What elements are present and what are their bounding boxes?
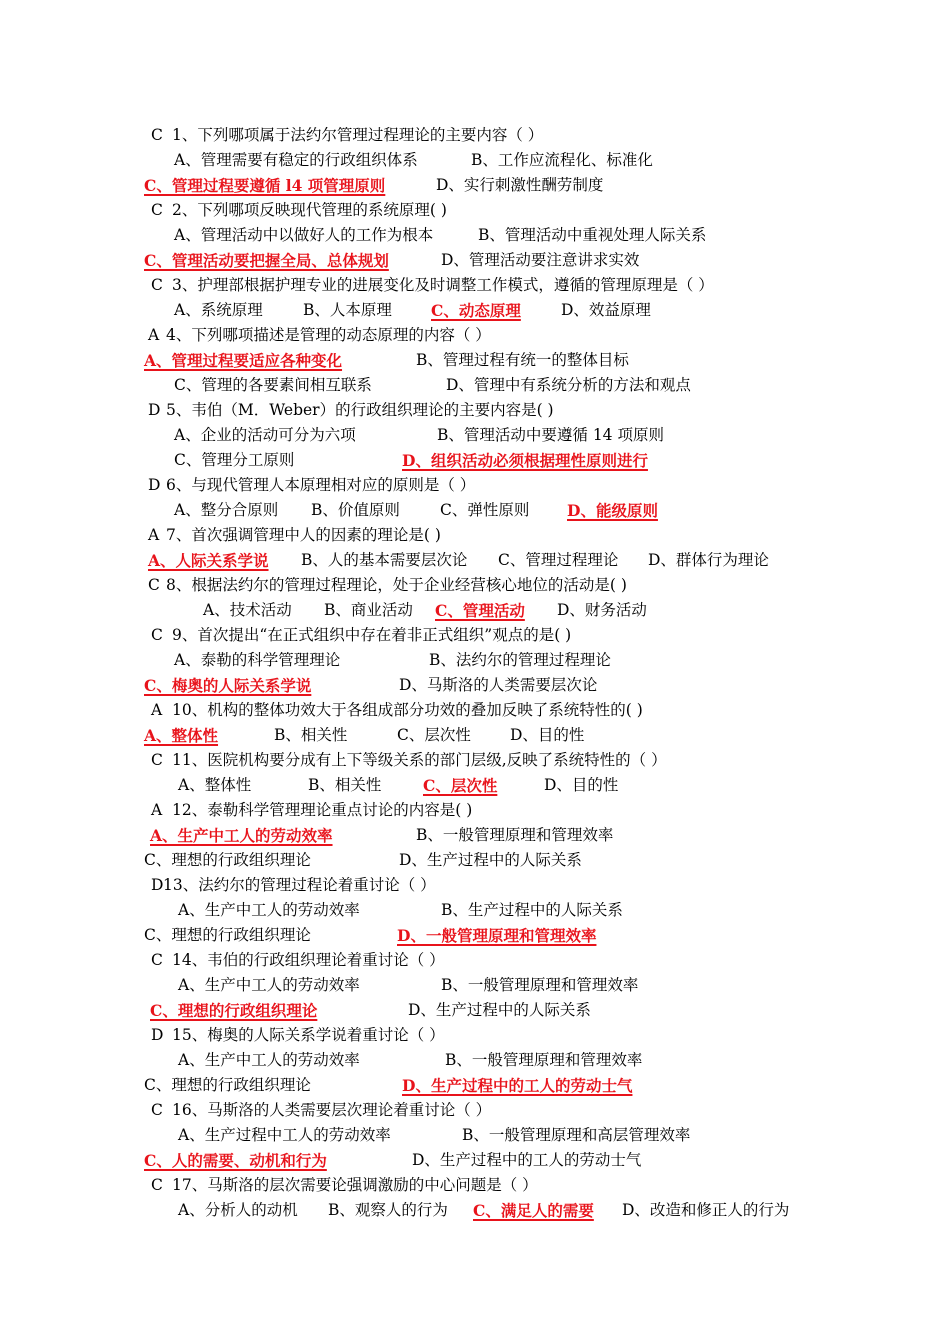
question-11 <box>0 748 950 773</box>
options-16-cd <box>0 1148 950 1173</box>
question-text: 9、首次提出“在正式组织中存在着非正式组织”观点的是( ) <box>172 626 572 644</box>
option-a: A、生产中工人的劳动效率 <box>178 976 360 994</box>
option-d: D、生产过程中的人际关系 <box>399 851 582 869</box>
answer-key: C <box>151 951 163 969</box>
answer-key: C <box>151 126 163 144</box>
answer-key: A <box>148 326 160 344</box>
option-d: D、群体行为理论 <box>648 551 769 569</box>
question-text: 14、韦伯的行政组织理论着重讨论（ ） <box>172 951 445 969</box>
option-c: C、理想的行政组织理论 <box>144 926 311 944</box>
option-a: A、生产过程中工人的劳动效率 <box>178 1126 391 1144</box>
option-d: D、管理活动要注意讲求实效 <box>441 251 640 269</box>
question-17 <box>0 1173 950 1198</box>
options-1-cd <box>0 173 950 198</box>
option-b: B、管理活动中要遵循 14 项原则 <box>437 426 664 444</box>
question-text: 15、梅奥的人际关系学说着重讨论（ ） <box>172 1026 445 1044</box>
answer-key: C <box>151 1101 163 1119</box>
question-7 <box>0 523 950 548</box>
question-text: 6、与现代管理人本原理相对应的原则是（ ） <box>166 476 476 494</box>
option-a: A、整体性 <box>178 776 252 794</box>
option-d: D、马斯洛的人类需要层次论 <box>399 676 598 694</box>
question-5 <box>0 398 950 423</box>
option-d: D、生产过程中的工人的劳动士气 <box>412 1151 642 1169</box>
options-15-ab <box>0 1048 950 1073</box>
answer-key: C <box>151 276 163 294</box>
option-c-correct: C、满足人的需要 <box>473 1201 594 1220</box>
question-text: 4、下列哪项描述是管理的动态原理的内容（ ） <box>166 326 491 344</box>
option-c-correct: C、人的需要、动机和行为 <box>144 1151 327 1170</box>
answer-key: C <box>151 1176 163 1194</box>
option-c: C、管理过程理论 <box>498 551 619 569</box>
options-17 <box>0 1198 950 1223</box>
option-a: A、技术活动 <box>203 601 292 619</box>
options-11 <box>0 773 950 798</box>
option-b: B、相关性 <box>274 726 348 744</box>
option-c-correct: C、管理过程要遵循 l4 项管理原则 <box>144 176 386 195</box>
question-16 <box>0 1098 950 1123</box>
options-14-ab <box>0 973 950 998</box>
question-10 <box>0 698 950 723</box>
option-d-correct: D、一般管理原理和管理效率 <box>397 926 597 945</box>
option-d: D、目的性 <box>544 776 619 794</box>
question-9 <box>0 623 950 648</box>
option-c: C、层次性 <box>397 726 471 744</box>
option-a: A、系统原理 <box>174 301 263 319</box>
question-2 <box>0 198 950 223</box>
option-a: A、企业的活动可分为六项 <box>174 426 356 444</box>
question-text: 11、医院机构要分成有上下等级关系的部门层级,反映了系统特性的（ ） <box>172 751 667 769</box>
option-b: B、一般管理原理和管理效率 <box>445 1051 643 1069</box>
answer-key: A <box>148 526 160 544</box>
question-text: 8、根据法约尔的管理过程理论，处于企业经营核心地位的活动是( ) <box>166 576 627 594</box>
option-d-correct: D、组织活动必须根据理性原则进行 <box>402 451 648 470</box>
option-c: C、管理的各要素间相互联系 <box>174 376 372 394</box>
option-b: B、管理过程有统一的整体目标 <box>416 351 629 369</box>
answer-key: C <box>148 576 160 594</box>
answer-key: D <box>148 476 161 494</box>
options-2-ab <box>0 223 950 248</box>
option-a: A、管理需要有稳定的行政组织体系 <box>174 151 418 169</box>
options-13-cd <box>0 923 950 948</box>
options-1-ab <box>0 148 950 173</box>
question-6 <box>0 473 950 498</box>
option-c-correct: C、层次性 <box>423 776 498 795</box>
option-b: B、一般管理原理和管理效率 <box>416 826 614 844</box>
option-b: B、价值原则 <box>311 501 400 519</box>
option-b: B、工作应流程化、标准化 <box>471 151 653 169</box>
option-a: A、生产中工人的劳动效率 <box>178 1051 360 1069</box>
options-7 <box>0 548 950 573</box>
option-b: B、生产过程中的人际关系 <box>441 901 623 919</box>
question-text: 12、泰勒科学管理理论重点讨论的内容是( ) <box>172 801 473 819</box>
option-b: B、一般管理原理和管理效率 <box>441 976 639 994</box>
options-5-ab <box>0 423 950 448</box>
option-a: A、管理活动中以做好人的工作为根本 <box>174 226 434 244</box>
options-12-cd <box>0 848 950 873</box>
option-d: D、改造和修正人的行为 <box>622 1201 790 1219</box>
option-c: C、管理分工原则 <box>174 451 295 469</box>
question-text: 16、马斯洛的人类需要层次理论着重讨论（ ） <box>172 1101 492 1119</box>
question-text: 13、法约尔的管理过程论着重讨论（ ） <box>163 876 436 894</box>
option-b: B、人的基本需要层次论 <box>301 551 468 569</box>
option-d: D、目的性 <box>510 726 585 744</box>
question-8 <box>0 573 950 598</box>
option-c-correct: C、动态原理 <box>431 301 521 320</box>
option-b: B、观察人的行为 <box>328 1201 448 1219</box>
answer-key: D <box>151 1026 164 1044</box>
question-text: 5、韦伯（M．Weber）的行政组织理论的主要内容是( ) <box>166 401 554 419</box>
option-a: A、泰勒的科学管理理论 <box>174 651 341 669</box>
options-8 <box>0 598 950 623</box>
question-text: 1、下列哪项属于法约尔管理过程理论的主要内容（ ） <box>172 126 544 144</box>
options-5-cd <box>0 448 950 473</box>
option-c-correct: C、理想的行政组织理论 <box>150 1001 318 1020</box>
options-13-ab <box>0 898 950 923</box>
option-c: C、理想的行政组织理论 <box>144 1076 311 1094</box>
option-d: D、实行刺激性酬劳制度 <box>436 176 604 194</box>
question-text: 7、首次强调管理中人的因素的理论是( ) <box>166 526 441 544</box>
option-a: A、生产中工人的劳动效率 <box>178 901 360 919</box>
options-9-cd <box>0 673 950 698</box>
question-14 <box>0 948 950 973</box>
answer-key: D <box>151 876 164 894</box>
option-c-correct: C、管理活动 <box>435 601 525 620</box>
option-a: A、分析人的动机 <box>178 1201 298 1219</box>
option-d: D、财务活动 <box>557 601 647 619</box>
options-3 <box>0 298 950 323</box>
options-6 <box>0 498 950 523</box>
option-b: B、一般管理原理和高层管理效率 <box>462 1126 691 1144</box>
question-12 <box>0 798 950 823</box>
option-b: B、相关性 <box>308 776 382 794</box>
options-10 <box>0 723 950 748</box>
option-d: D、管理中有系统分析的方法和观点 <box>446 376 691 394</box>
options-9-ab <box>0 648 950 673</box>
options-4-ab <box>0 348 950 373</box>
options-12-ab <box>0 823 950 848</box>
answer-key: D <box>148 401 161 419</box>
option-b: B、管理活动中重视处理人际关系 <box>478 226 707 244</box>
options-14-cd <box>0 998 950 1023</box>
option-a-correct: A、管理过程要适应各种变化 <box>144 351 343 370</box>
options-2-cd <box>0 248 950 273</box>
answer-key: C <box>151 201 163 219</box>
option-c: C、弹性原则 <box>440 501 530 519</box>
option-b: B、商业活动 <box>324 601 413 619</box>
option-a-correct: A、生产中工人的劳动效率 <box>150 826 333 845</box>
question-text: 17、马斯洛的层次需要论强调激励的中心问题是（ ） <box>172 1176 538 1194</box>
option-a: A、整分合原则 <box>174 501 279 519</box>
answer-key: C <box>151 626 163 644</box>
question-text: 2、下列哪项反映现代管理的系统原理( ) <box>172 201 447 219</box>
question-text: 10、机构的整体功效大于各组成部分功效的叠加反映了系统特性的( ) <box>172 701 643 719</box>
option-d-correct: D、能级原则 <box>567 501 658 520</box>
option-d-correct: D、生产过程中的工人的劳动士气 <box>402 1076 633 1095</box>
option-b: B、法约尔的管理过程理论 <box>429 651 611 669</box>
question-15 <box>0 1023 950 1048</box>
option-c-correct: C、梅奥的人际关系学说 <box>144 676 312 695</box>
option-c: C、理想的行政组织理论 <box>144 851 311 869</box>
question-4 <box>0 323 950 348</box>
answer-key: A <box>151 701 163 719</box>
option-b: B、人本原理 <box>303 301 392 319</box>
question-1 <box>0 123 950 148</box>
answer-key: C <box>151 751 163 769</box>
question-3 <box>0 273 950 298</box>
options-15-cd <box>0 1073 950 1098</box>
answer-key: A <box>151 801 163 819</box>
question-13 <box>0 873 950 898</box>
option-d: D、生产过程中的人际关系 <box>408 1001 591 1019</box>
options-4-cd <box>0 373 950 398</box>
option-a-correct: A、整体性 <box>144 726 219 745</box>
question-text: 3、护理部根据护理专业的进展变化及时调整工作模式，遵循的管理原理是（ ） <box>172 276 714 294</box>
options-16-ab <box>0 1123 950 1148</box>
option-c-correct: C、管理活动要把握全局、总体规划 <box>144 251 389 270</box>
option-a-correct: A、人际关系学说 <box>148 551 269 570</box>
option-d: D、效益原理 <box>561 301 651 319</box>
